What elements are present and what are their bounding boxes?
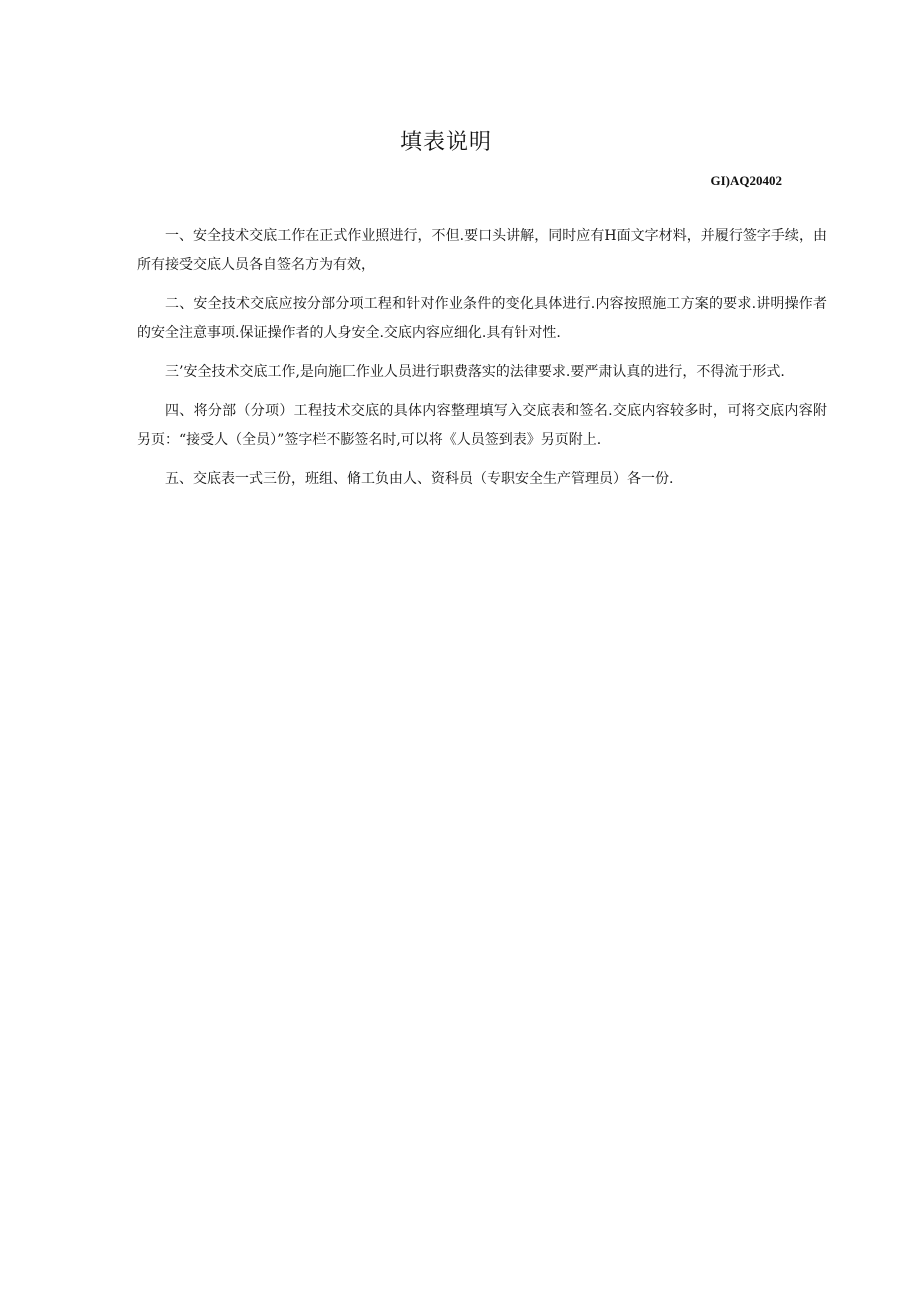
instruction-paragraph-5: 五、交底表一式三份，班组、脩工负由人、资科员（专职安全生产管理员）各一份.: [165, 471, 674, 487]
document-code: GI)AQ20402: [710, 173, 782, 188]
page-title: 填表说明: [399, 130, 492, 155]
instruction-paragraph-3: 三’安全技术交底工作,是向施匚作业人员进行职费落实的法律要求.要严肃认真的进行，不得流于形式.: [165, 364, 785, 380]
instruction-paragraph-4: 四、将分部（分项）工程技术交底的具体内容整理填写入交底表和签名.交底内容较多时，可将交底内容附另页：“接受人（全员）”签字栏不膨签名时,可以将《人员签到表》另页附上.: [137, 403, 827, 448]
instruction-paragraph-1: 一、安全技术交底工作在正式作业照进行，不但.要口头讲解，同时应有H面文字材料，并履行签字手续，由所有接受交底人员各自签名方为有效，: [137, 228, 827, 273]
instruction-paragraph-2: 二、安全技术交底应按分部分项工程和针对作业条件的变化具体进行.内容按照施工方案的要求.讲明操作者的安全注意事项.保证操作者的人身安全.交底内容应细化.具有针对性.: [137, 296, 827, 341]
instructions-body: [137, 222, 827, 504]
